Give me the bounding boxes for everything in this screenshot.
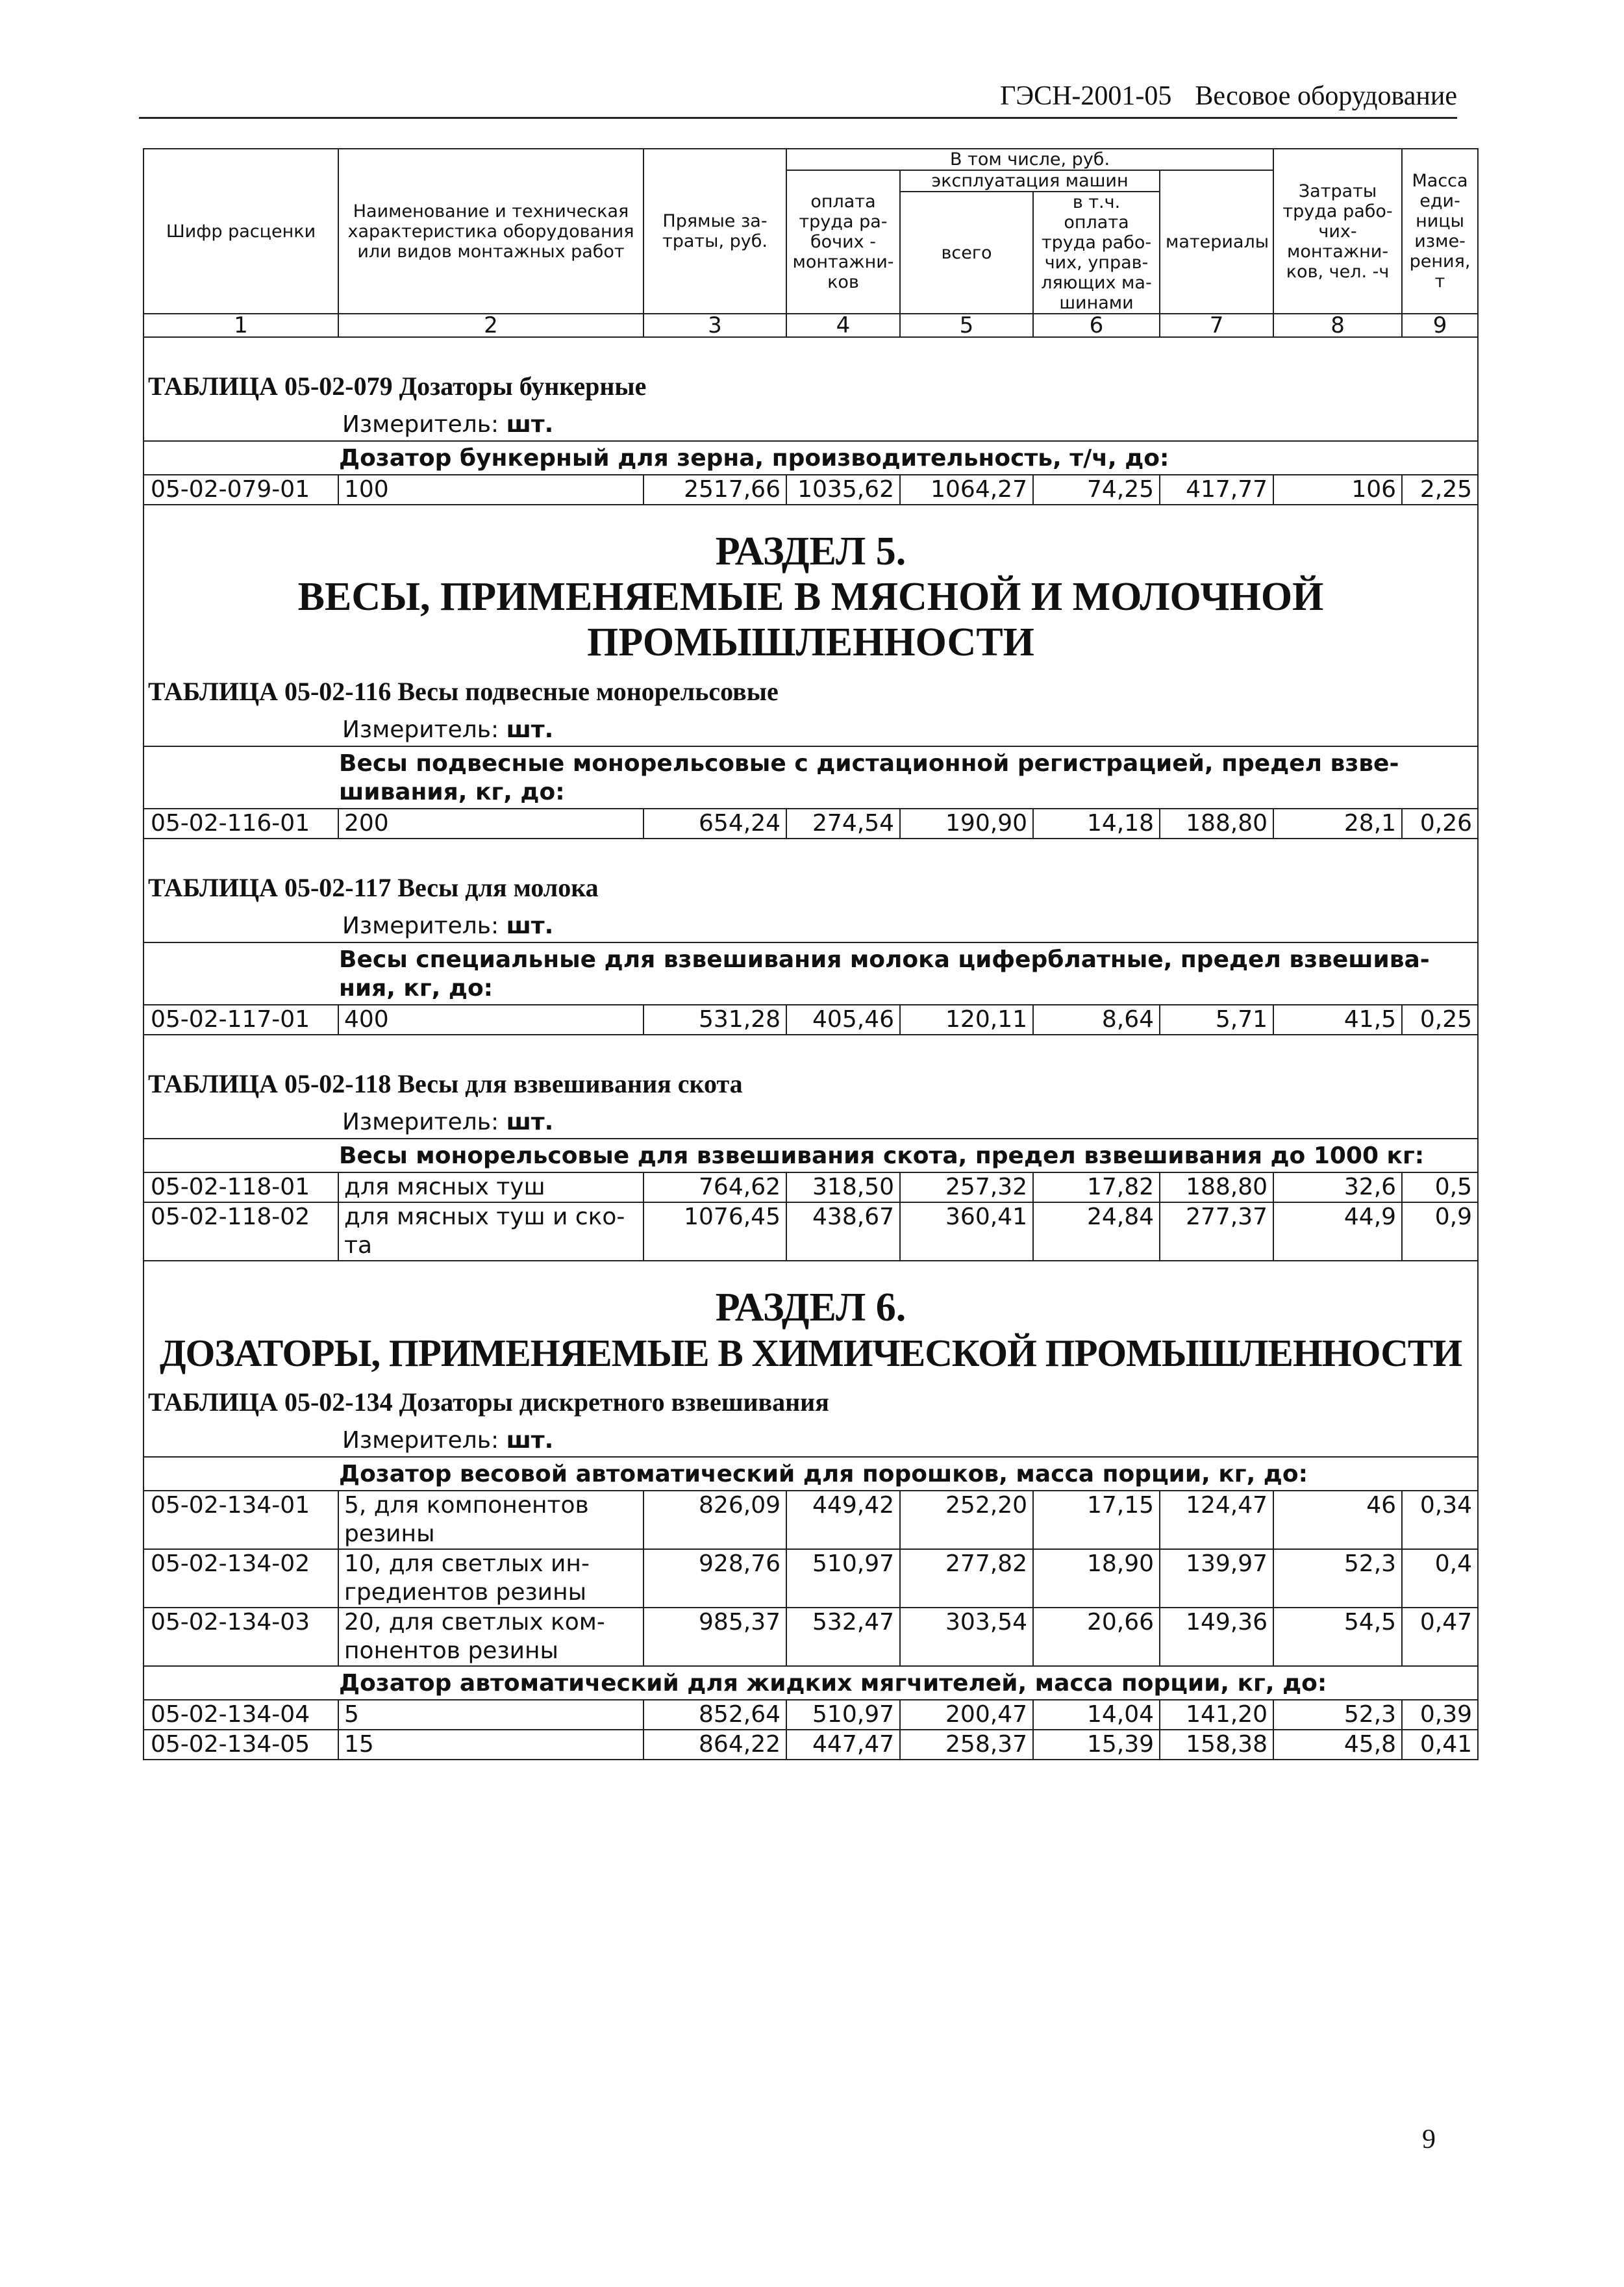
machine-operator-pay: 20,66	[1033, 1608, 1160, 1666]
machine-operator-pay: 18,90	[1033, 1549, 1160, 1608]
worker-pay: 447,47	[786, 1730, 900, 1760]
materials: 417,77	[1160, 475, 1273, 505]
worker-pay: 532,47	[786, 1608, 900, 1666]
unit-mass: 0,5	[1402, 1172, 1478, 1202]
table-row	[144, 1491, 1478, 1549]
rate-description: Дозатор бункерный для зерна, производительность, т/ч, до:	[144, 441, 1478, 475]
unit-mass: 0,25	[1402, 1005, 1478, 1035]
worker-pay: 405,46	[786, 1005, 900, 1035]
rate-code: 05-02-134-05	[144, 1730, 338, 1760]
direct-costs: 1076,45	[643, 1202, 786, 1261]
measure-unit: шт.	[506, 1109, 554, 1135]
rate-code: 05-02-118-01	[144, 1172, 338, 1202]
machine-operator-pay: 14,18	[1033, 809, 1160, 839]
machines-total: 200,47	[900, 1700, 1033, 1730]
materials: 188,80	[1160, 809, 1273, 839]
rate-code: 05-02-117-01	[144, 1005, 338, 1035]
labor-hours: 54,5	[1273, 1608, 1402, 1666]
materials: 188,80	[1160, 1172, 1273, 1202]
labor-hours: 52,3	[1273, 1549, 1402, 1608]
materials: 5,71	[1160, 1005, 1273, 1035]
estimate-table	[143, 148, 1479, 1760]
direct-costs: 764,62	[643, 1172, 786, 1202]
labor-hours: 106	[1273, 475, 1402, 505]
materials: 277,37	[1160, 1202, 1273, 1261]
labor-hours: 46	[1273, 1491, 1402, 1549]
materials: 124,47	[1160, 1491, 1273, 1549]
header-materials: материалы	[1160, 170, 1273, 314]
section-number: РАЗДЕЛ 5.	[715, 529, 906, 574]
table-title: ТАБЛИЦА 05-02-117 Весы для молока	[148, 873, 599, 902]
rate-description: Весы специальные для взвешивания молока циферблатные, предел взвешива-ния, кг, до:	[144, 942, 1478, 1005]
materials: 141,20	[1160, 1700, 1273, 1730]
column-number: 3	[643, 314, 786, 337]
unit-mass: 0,34	[1402, 1491, 1478, 1549]
machine-operator-pay: 8,64	[1033, 1005, 1160, 1035]
rate-name: для мясных туш и ско-та	[338, 1202, 643, 1261]
unit-mass: 0,41	[1402, 1730, 1478, 1760]
header-machines-total: всего	[900, 192, 1033, 314]
labor-hours: 52,3	[1273, 1700, 1402, 1730]
machines-total: 258,37	[900, 1730, 1033, 1760]
table-row	[144, 1700, 1478, 1730]
worker-pay: 510,97	[786, 1549, 900, 1608]
machine-operator-pay: 74,25	[1033, 475, 1160, 505]
table-title: ТАБЛИЦА 05-02-116 Весы подвесные монорельсовые	[148, 677, 779, 706]
measure-unit: шт.	[506, 716, 554, 743]
machines-total: 360,41	[900, 1202, 1033, 1261]
rate-code: 05-02-134-03	[144, 1608, 338, 1666]
rate-name: 100	[338, 475, 643, 505]
section-title-line: ВЕСЫ, ПРИМЕНЯЕМЫЕ В МЯСНОЙ И МОЛОЧНОЙ	[297, 575, 1324, 619]
machine-operator-pay: 24,84	[1033, 1202, 1160, 1261]
machine-operator-pay: 15,39	[1033, 1730, 1160, 1760]
column-number: 1	[144, 314, 338, 337]
section-heading	[144, 505, 1477, 665]
direct-costs: 864,22	[643, 1730, 786, 1760]
header-direct-costs: Прямые за-траты, руб.	[643, 149, 786, 314]
measure-label: Измеритель:	[342, 1427, 499, 1454]
rate-name: 20, для светлых ком-понентов резины	[338, 1608, 643, 1666]
unit-mass: 0,4	[1402, 1549, 1478, 1608]
worker-pay: 1035,62	[786, 475, 900, 505]
rate-code: 05-02-134-04	[144, 1700, 338, 1730]
direct-costs: 2517,66	[643, 475, 786, 505]
direct-costs: 852,64	[643, 1700, 786, 1730]
header-code: Шифр расценки	[144, 149, 338, 314]
table-row	[144, 1172, 1478, 1202]
worker-pay: 318,50	[786, 1172, 900, 1202]
worker-pay: 449,42	[786, 1491, 900, 1549]
rate-code: 05-02-079-01	[144, 475, 338, 505]
section-title-line: ПРОМЫШЛЕННОСТИ	[587, 620, 1034, 664]
measure-label: Измеритель:	[342, 913, 499, 939]
unit-mass: 2,25	[1402, 475, 1478, 505]
column-number: 4	[786, 314, 900, 337]
worker-pay: 510,97	[786, 1700, 900, 1730]
table-row	[144, 1549, 1478, 1608]
table-row	[144, 1608, 1478, 1666]
rate-code: 05-02-134-01	[144, 1491, 338, 1549]
rate-description: Дозатор весовой автоматический для порошков, масса порции, кг, до:	[144, 1457, 1478, 1491]
machine-operator-pay: 17,15	[1033, 1491, 1160, 1549]
header-labor-hours: Затраты труда рабо-чих-монтажни-ков, чел. -ч	[1273, 149, 1402, 314]
header-name: Наименование и техническая характеристика оборудования или видов монтажных работ	[338, 149, 643, 314]
worker-pay: 274,54	[786, 809, 900, 839]
direct-costs: 654,24	[643, 809, 786, 839]
measure-label: Измеритель:	[342, 411, 499, 438]
section-title-line: ДОЗАТОРЫ, ПРИМЕНЯЕМЫЕ В ХИМИЧЕСКОЙ ПРОМЫШЛЕННОСТИ	[159, 1332, 1462, 1374]
measure-label: Измеритель:	[342, 716, 499, 743]
labor-hours: 45,8	[1273, 1730, 1402, 1760]
measure-line	[144, 409, 1477, 440]
document-code: ГЭСН-2001-05	[1000, 81, 1172, 111]
rate-name: 10, для светлых ин-гредиентов резины	[338, 1549, 643, 1608]
labor-hours: 41,5	[1273, 1005, 1402, 1035]
measure-line	[144, 1425, 1477, 1456]
rate-name: 5, для компонентов резины	[338, 1491, 643, 1549]
direct-costs: 985,37	[643, 1608, 786, 1666]
materials: 149,36	[1160, 1608, 1273, 1666]
table-title: ТАБЛИЦА 05-02-118 Весы для взвешивания скота	[148, 1069, 743, 1098]
header-worker-pay: оплата труда ра-бочих - монтажни-ков	[786, 170, 900, 314]
rate-code: 05-02-116-01	[144, 809, 338, 839]
direct-costs: 928,76	[643, 1549, 786, 1608]
machines-total: 303,54	[900, 1608, 1033, 1666]
column-number: 9	[1402, 314, 1478, 337]
machines-total: 277,82	[900, 1549, 1033, 1608]
table-title: ТАБЛИЦА 05-02-134 Дозаторы дискретного взвешивания	[148, 1387, 829, 1417]
materials: 139,97	[1160, 1549, 1273, 1608]
column-number: 5	[900, 314, 1033, 337]
direct-costs: 531,28	[643, 1005, 786, 1035]
measure-unit: шт.	[506, 913, 554, 939]
measure-unit: шт.	[506, 1427, 554, 1454]
labor-hours: 44,9	[1273, 1202, 1402, 1261]
rate-name: 200	[338, 809, 643, 839]
direct-costs: 826,09	[643, 1491, 786, 1549]
column-number: 7	[1160, 314, 1273, 337]
table-row	[144, 1730, 1478, 1760]
machines-total: 257,32	[900, 1172, 1033, 1202]
section-heading	[144, 1261, 1477, 1376]
measure-line	[144, 911, 1477, 942]
rate-name: для мясных туш	[338, 1172, 643, 1202]
table-title: ТАБЛИЦА 05-02-079 Дозаторы бункерные	[148, 372, 647, 401]
machine-operator-pay: 17,82	[1033, 1172, 1160, 1202]
rate-description: Весы монорельсовые для взвешивания скота, предел взвешивания до 1000 кг:	[144, 1139, 1478, 1172]
rate-name: 400	[338, 1005, 643, 1035]
rate-name: 15	[338, 1730, 643, 1760]
labor-hours: 32,6	[1273, 1172, 1402, 1202]
column-number: 6	[1033, 314, 1160, 337]
header-including: В том числе, руб.	[786, 149, 1273, 170]
labor-hours: 28,1	[1273, 809, 1402, 839]
table-row	[144, 1202, 1478, 1261]
page-number: 9	[1422, 2125, 1436, 2154]
rate-name: 5	[338, 1700, 643, 1730]
header-unit-mass: Масса еди-ницы изме-рения, т	[1402, 149, 1478, 314]
rate-code: 05-02-118-02	[144, 1202, 338, 1261]
rate-code: 05-02-134-02	[144, 1549, 338, 1608]
unit-mass: 0,47	[1402, 1608, 1478, 1666]
measure-unit: шт.	[506, 411, 554, 438]
measure-line	[144, 714, 1477, 746]
table-row	[144, 475, 1478, 505]
machines-total: 1064,27	[900, 475, 1033, 505]
unit-mass: 0,9	[1402, 1202, 1478, 1261]
machines-total: 190,90	[900, 809, 1033, 839]
machines-total: 252,20	[900, 1491, 1033, 1549]
header-machine-operator-pay: в т.ч. оплата труда рабо-чих, управ-ляющих ма-шинами	[1033, 192, 1160, 314]
measure-label: Измеритель:	[342, 1109, 499, 1135]
unit-mass: 0,26	[1402, 809, 1478, 839]
document-title: Весовое оборудование	[1195, 81, 1457, 111]
machines-total: 120,11	[900, 1005, 1033, 1035]
table-row	[144, 1005, 1478, 1035]
rate-description: Весы подвесные монорельсовые с дистационной регистрацией, предел взве-шивания, кг, до:	[144, 746, 1478, 809]
rate-description: Дозатор автоматический для жидких мягчителей, масса порции, кг, до:	[144, 1666, 1478, 1700]
header-machines: эксплуатация машин	[900, 170, 1160, 192]
machine-operator-pay: 14,04	[1033, 1700, 1160, 1730]
section-number: РАЗДЕЛ 6.	[715, 1285, 906, 1330]
column-number: 2	[338, 314, 643, 337]
measure-line	[144, 1107, 1477, 1138]
table-row	[144, 809, 1478, 839]
worker-pay: 438,67	[786, 1202, 900, 1261]
materials: 158,38	[1160, 1730, 1273, 1760]
column-number: 8	[1273, 314, 1402, 337]
page-header	[139, 77, 1457, 119]
unit-mass: 0,39	[1402, 1700, 1478, 1730]
